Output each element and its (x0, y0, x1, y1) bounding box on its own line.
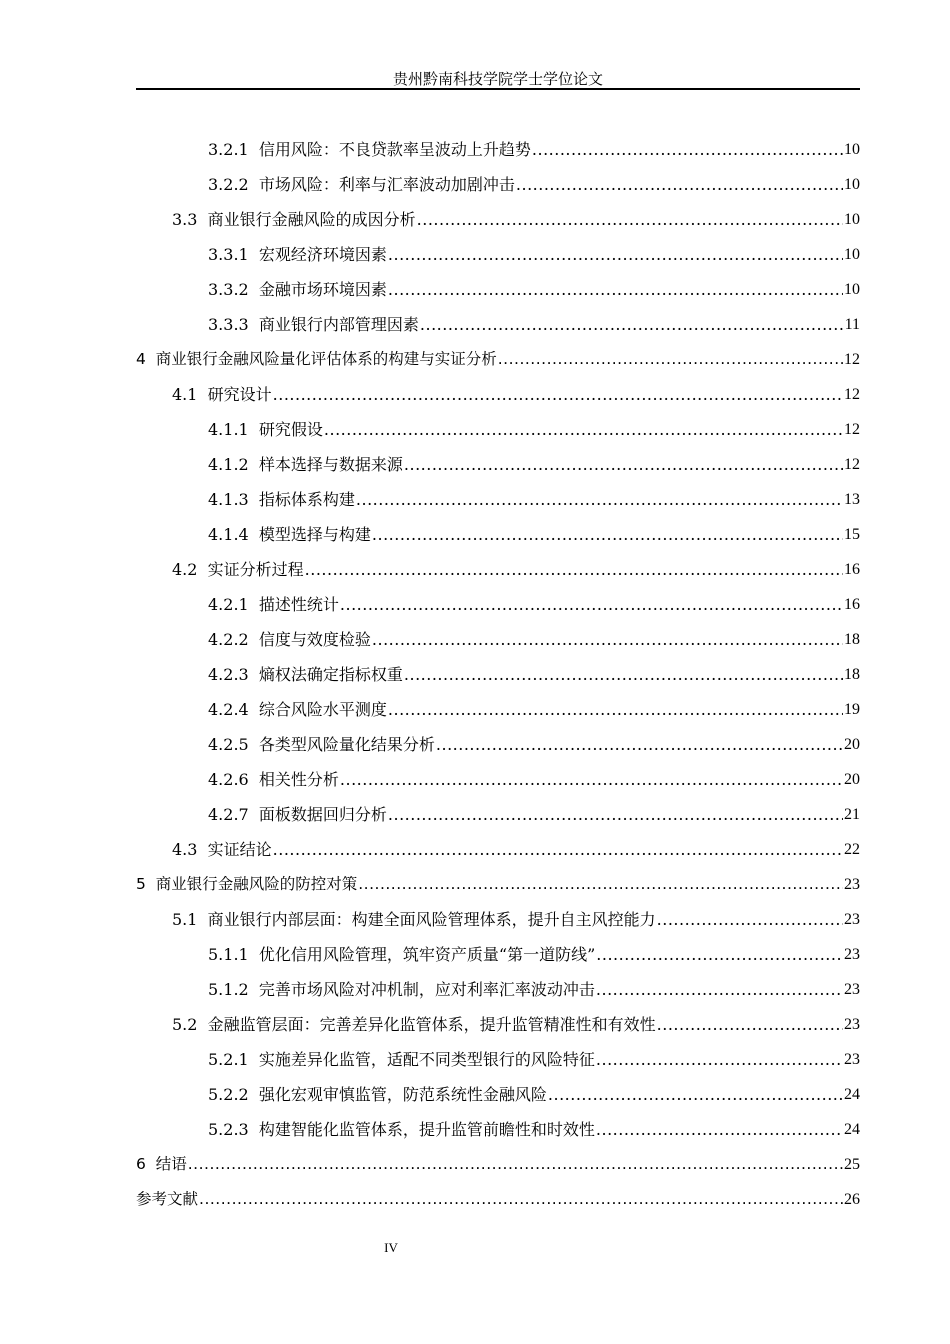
toc-dot-leader (324, 412, 843, 447)
toc-entry-title: 完善市场风险对冲机制，应对利率汇率波动冲击 (258, 980, 595, 999)
toc-entry[interactable] (136, 167, 860, 202)
toc-entry-number: 3.3.2 (208, 280, 249, 299)
toc-entry-number: 3.2.1 (208, 140, 249, 159)
toc-entry[interactable] (136, 1007, 860, 1042)
toc-dot-leader (372, 517, 843, 552)
toc-entry[interactable] (136, 412, 860, 447)
toc-entry-spacer (197, 1007, 207, 1042)
toc-entry-page: 19 (844, 701, 860, 718)
toc-entry-number: 4.2.7 (208, 805, 249, 824)
toc-entry-page: 13 (844, 491, 860, 508)
toc-dot-leader (388, 272, 843, 307)
toc-entry-title: 商业银行内部层面：构建全面风险管理体系，提升自主风控能力 (207, 910, 656, 929)
toc-entry-page: 21 (844, 806, 860, 823)
toc-entry-title: 实施差异化监管，适配不同类型银行的风险特征 (258, 1050, 595, 1069)
toc-entry[interactable] (136, 132, 860, 167)
toc-entry-title: 结语 (155, 1155, 187, 1173)
toc-entry-title: 面板数据回归分析 (258, 805, 387, 824)
toc-entry-page: 10 (844, 211, 860, 228)
toc-entry-spacer (197, 552, 207, 587)
toc-entry[interactable] (136, 1042, 860, 1077)
toc-entry-page: 25 (844, 1156, 860, 1173)
toc-dot-leader (199, 1182, 843, 1217)
toc-dot-leader (273, 377, 843, 412)
toc-entry-spacer (249, 447, 259, 482)
toc-entry-page: 10 (844, 141, 860, 158)
toc-entry-page: 11 (844, 316, 860, 333)
toc-entry[interactable] (136, 202, 860, 237)
toc-entry-spacer (249, 132, 259, 167)
toc-dot-leader (340, 762, 843, 797)
toc-entry-title: 参考文献 (136, 1190, 199, 1208)
toc-entry-page: 23 (844, 1016, 860, 1033)
toc-entry-number: 5.2.1 (208, 1050, 249, 1069)
toc-entry-number: 4.2 (172, 560, 198, 579)
toc-entry[interactable] (136, 552, 860, 587)
table-of-contents (136, 132, 860, 1217)
toc-entry-title: 实证结论 (207, 840, 272, 859)
toc-entry-spacer (249, 237, 259, 272)
toc-entry[interactable] (136, 307, 860, 342)
toc-entry-number: 3.2.2 (208, 175, 249, 194)
toc-entry-number: 3.3.1 (208, 245, 249, 264)
toc-entry-title: 商业银行金融风险的防控对策 (155, 875, 358, 893)
toc-dot-leader (548, 1077, 843, 1112)
toc-entry-page: 10 (844, 246, 860, 263)
toc-entry-title: 金融监管层面：完善差异化监管体系，提升监管精准性和有效性 (207, 1015, 656, 1034)
toc-entry-number: 4.1 (172, 385, 198, 404)
toc-entry-number: 4.1.2 (208, 455, 249, 474)
page-footer (0, 1240, 950, 1256)
toc-entry-title: 金融市场环境因素 (258, 280, 387, 299)
toc-entry-spacer (197, 377, 207, 412)
toc-dot-leader (532, 132, 843, 167)
toc-dot-leader (436, 727, 843, 762)
toc-entry-number: 4.3 (172, 840, 198, 859)
toc-entry-spacer (249, 797, 259, 832)
toc-entry-page: 10 (844, 281, 860, 298)
toc-entry-title: 相关性分析 (258, 770, 339, 789)
toc-dot-leader (273, 832, 843, 867)
toc-entry-number: 4 (136, 350, 146, 368)
toc-entry[interactable] (136, 1077, 860, 1112)
toc-entry-number: 4.2.2 (208, 630, 249, 649)
toc-dot-leader (596, 1042, 843, 1077)
toc-dot-leader (305, 552, 843, 587)
toc-entry-title: 各类型风险量化结果分析 (258, 735, 435, 754)
toc-dot-leader (596, 937, 843, 972)
toc-entry-page: 16 (844, 596, 860, 613)
toc-entry-number: 5.1 (172, 910, 198, 929)
toc-entry-spacer (249, 1042, 259, 1077)
page-number: IV (384, 1240, 398, 1255)
toc-entry-spacer (249, 167, 259, 202)
toc-entry-spacer (249, 412, 259, 447)
toc-entry-number: 4.1.3 (208, 490, 249, 509)
toc-entry-spacer (249, 972, 259, 1007)
toc-entry[interactable] (136, 797, 860, 832)
toc-entry[interactable] (136, 727, 860, 762)
toc-entry-title: 商业银行内部管理因素 (258, 315, 419, 334)
header-rule (136, 88, 860, 90)
toc-entry-spacer (146, 342, 156, 377)
toc-entry-title: 熵权法确定指标权重 (258, 665, 403, 684)
running-header: 贵州黔南科技学院学士学位论文 (392, 70, 603, 88)
toc-dot-leader (657, 1007, 843, 1042)
toc-entry-page: 18 (844, 666, 860, 683)
toc-entry-number: 5.2 (172, 1015, 198, 1034)
toc-entry-page: 24 (844, 1086, 860, 1103)
toc-entry-title: 描述性统计 (258, 595, 339, 614)
toc-entry-title: 研究设计 (207, 385, 272, 404)
toc-entry-title: 实证分析过程 (207, 560, 304, 579)
toc-entry-title: 商业银行金融风险量化评估体系的构建与实证分析 (155, 350, 497, 368)
toc-entry-page: 23 (844, 946, 860, 963)
toc-entry[interactable] (136, 832, 860, 867)
toc-entry-page: 23 (844, 911, 860, 928)
toc-entry-page: 12 (844, 456, 860, 473)
toc-dot-leader (340, 587, 843, 622)
toc-entry-number: 3.3 (172, 210, 198, 229)
toc-entry[interactable] (136, 272, 860, 307)
toc-entry-title: 信度与效度检验 (258, 630, 371, 649)
toc-dot-leader (372, 622, 843, 657)
toc-entry-title: 综合风险水平测度 (258, 700, 387, 719)
toc-dot-leader (358, 867, 843, 902)
toc-entry-number: 4.2.3 (208, 665, 249, 684)
toc-entry-number: 4.1.4 (208, 525, 249, 544)
toc-entry-spacer (249, 657, 259, 692)
toc-entry-spacer (197, 832, 207, 867)
toc-dot-leader (388, 797, 843, 832)
toc-entry[interactable] (136, 937, 860, 972)
toc-entry[interactable] (136, 482, 860, 517)
toc-entry-spacer (249, 482, 259, 517)
toc-entry-title: 优化信用风险管理，筑牢资产质量“第一道防线” (258, 945, 596, 964)
toc-entry-number: 4.1.1 (208, 420, 249, 439)
toc-dot-leader (420, 307, 844, 342)
toc-entry-spacer (249, 937, 259, 972)
toc-entry[interactable] (136, 237, 860, 272)
toc-entry[interactable] (136, 517, 860, 552)
toc-entry-spacer (249, 762, 259, 797)
toc-entry-number: 5 (136, 875, 146, 893)
toc-entry-number: 4.2.6 (208, 770, 249, 789)
toc-entry-page: 15 (844, 526, 860, 543)
toc-entry[interactable] (136, 622, 860, 657)
toc-entry-page: 20 (844, 736, 860, 753)
toc-entry[interactable] (136, 657, 860, 692)
toc-entry-title: 宏观经济环境因素 (258, 245, 387, 264)
toc-entry-page: 26 (844, 1191, 860, 1208)
toc-entry[interactable] (136, 342, 860, 377)
toc-entry[interactable] (136, 692, 860, 727)
toc-entry-spacer (249, 692, 259, 727)
toc-dot-leader (188, 1147, 843, 1182)
toc-entry-title: 信用风险：不良贷款率呈波动上升趋势 (258, 140, 531, 159)
toc-entry[interactable] (136, 377, 860, 412)
toc-entry-title: 构建智能化监管体系，提升监管前瞻性和时效性 (258, 1120, 595, 1139)
toc-entry-number: 5.2.3 (208, 1120, 249, 1139)
toc-dot-leader (657, 902, 843, 937)
toc-entry[interactable] (136, 867, 860, 902)
toc-entry-spacer (197, 902, 207, 937)
toc-entry-title: 样本选择与数据来源 (258, 455, 403, 474)
toc-entry-spacer (249, 1112, 259, 1147)
toc-entry-spacer (249, 1077, 259, 1112)
toc-entry-page: 24 (844, 1121, 860, 1138)
toc-entry-number: 3.3.3 (208, 315, 249, 334)
toc-entry[interactable] (136, 1182, 860, 1217)
toc-entry[interactable] (136, 762, 860, 797)
toc-dot-leader (356, 482, 843, 517)
toc-entry-spacer (249, 727, 259, 762)
toc-entry-page: 12 (844, 421, 860, 438)
toc-entry-title: 研究假设 (258, 420, 323, 439)
toc-entry-page: 16 (844, 561, 860, 578)
toc-entry-page: 20 (844, 771, 860, 788)
toc-dot-leader (404, 657, 843, 692)
toc-entry-title: 强化宏观审慎监管，防范系统性金融风险 (258, 1085, 547, 1104)
toc-entry-title: 市场风险：利率与汇率波动加剧冲击 (258, 175, 515, 194)
toc-entry[interactable] (136, 972, 860, 1007)
toc-entry-page: 22 (844, 841, 860, 858)
toc-entry-number: 5.1.2 (208, 980, 249, 999)
toc-entry-page: 10 (844, 176, 860, 193)
toc-entry-title: 模型选择与构建 (258, 525, 371, 544)
toc-entry-page: 23 (844, 1051, 860, 1068)
toc-entry[interactable] (136, 447, 860, 482)
toc-entry-number: 5.1.1 (208, 945, 249, 964)
toc-dot-leader (388, 692, 843, 727)
toc-entry[interactable] (136, 902, 860, 937)
toc-dot-leader (498, 342, 843, 377)
toc-dot-leader (596, 1112, 843, 1147)
toc-dot-leader (516, 167, 843, 202)
toc-entry-number: 4.2.1 (208, 595, 249, 614)
toc-entry-page: 18 (844, 631, 860, 648)
toc-entry[interactable] (136, 1112, 860, 1147)
toc-entry-spacer (249, 517, 259, 552)
toc-entry-spacer (197, 202, 207, 237)
toc-entry-number: 4.2.5 (208, 735, 249, 754)
toc-entry-page: 12 (844, 386, 860, 403)
toc-entry-number: 5.2.2 (208, 1085, 249, 1104)
toc-entry-title: 商业银行金融风险的成因分析 (207, 210, 416, 229)
toc-entry-title: 指标体系构建 (258, 490, 355, 509)
toc-entry-page: 12 (844, 351, 860, 368)
toc-entry[interactable] (136, 587, 860, 622)
toc-entry-spacer (146, 1147, 156, 1182)
toc-entry-spacer (249, 622, 259, 657)
toc-dot-leader (404, 447, 843, 482)
toc-entry-number: 6 (136, 1155, 146, 1173)
toc-dot-leader (596, 972, 843, 1007)
toc-dot-leader (417, 202, 843, 237)
toc-dot-leader (388, 237, 843, 272)
toc-entry-page: 23 (844, 981, 860, 998)
toc-entry-spacer (249, 272, 259, 307)
toc-entry-spacer (249, 587, 259, 622)
toc-entry-page: 23 (844, 876, 860, 893)
toc-entry[interactable] (136, 1147, 860, 1182)
toc-entry-number: 4.2.4 (208, 700, 249, 719)
toc-entry-spacer (146, 867, 156, 902)
toc-entry-spacer (249, 307, 259, 342)
